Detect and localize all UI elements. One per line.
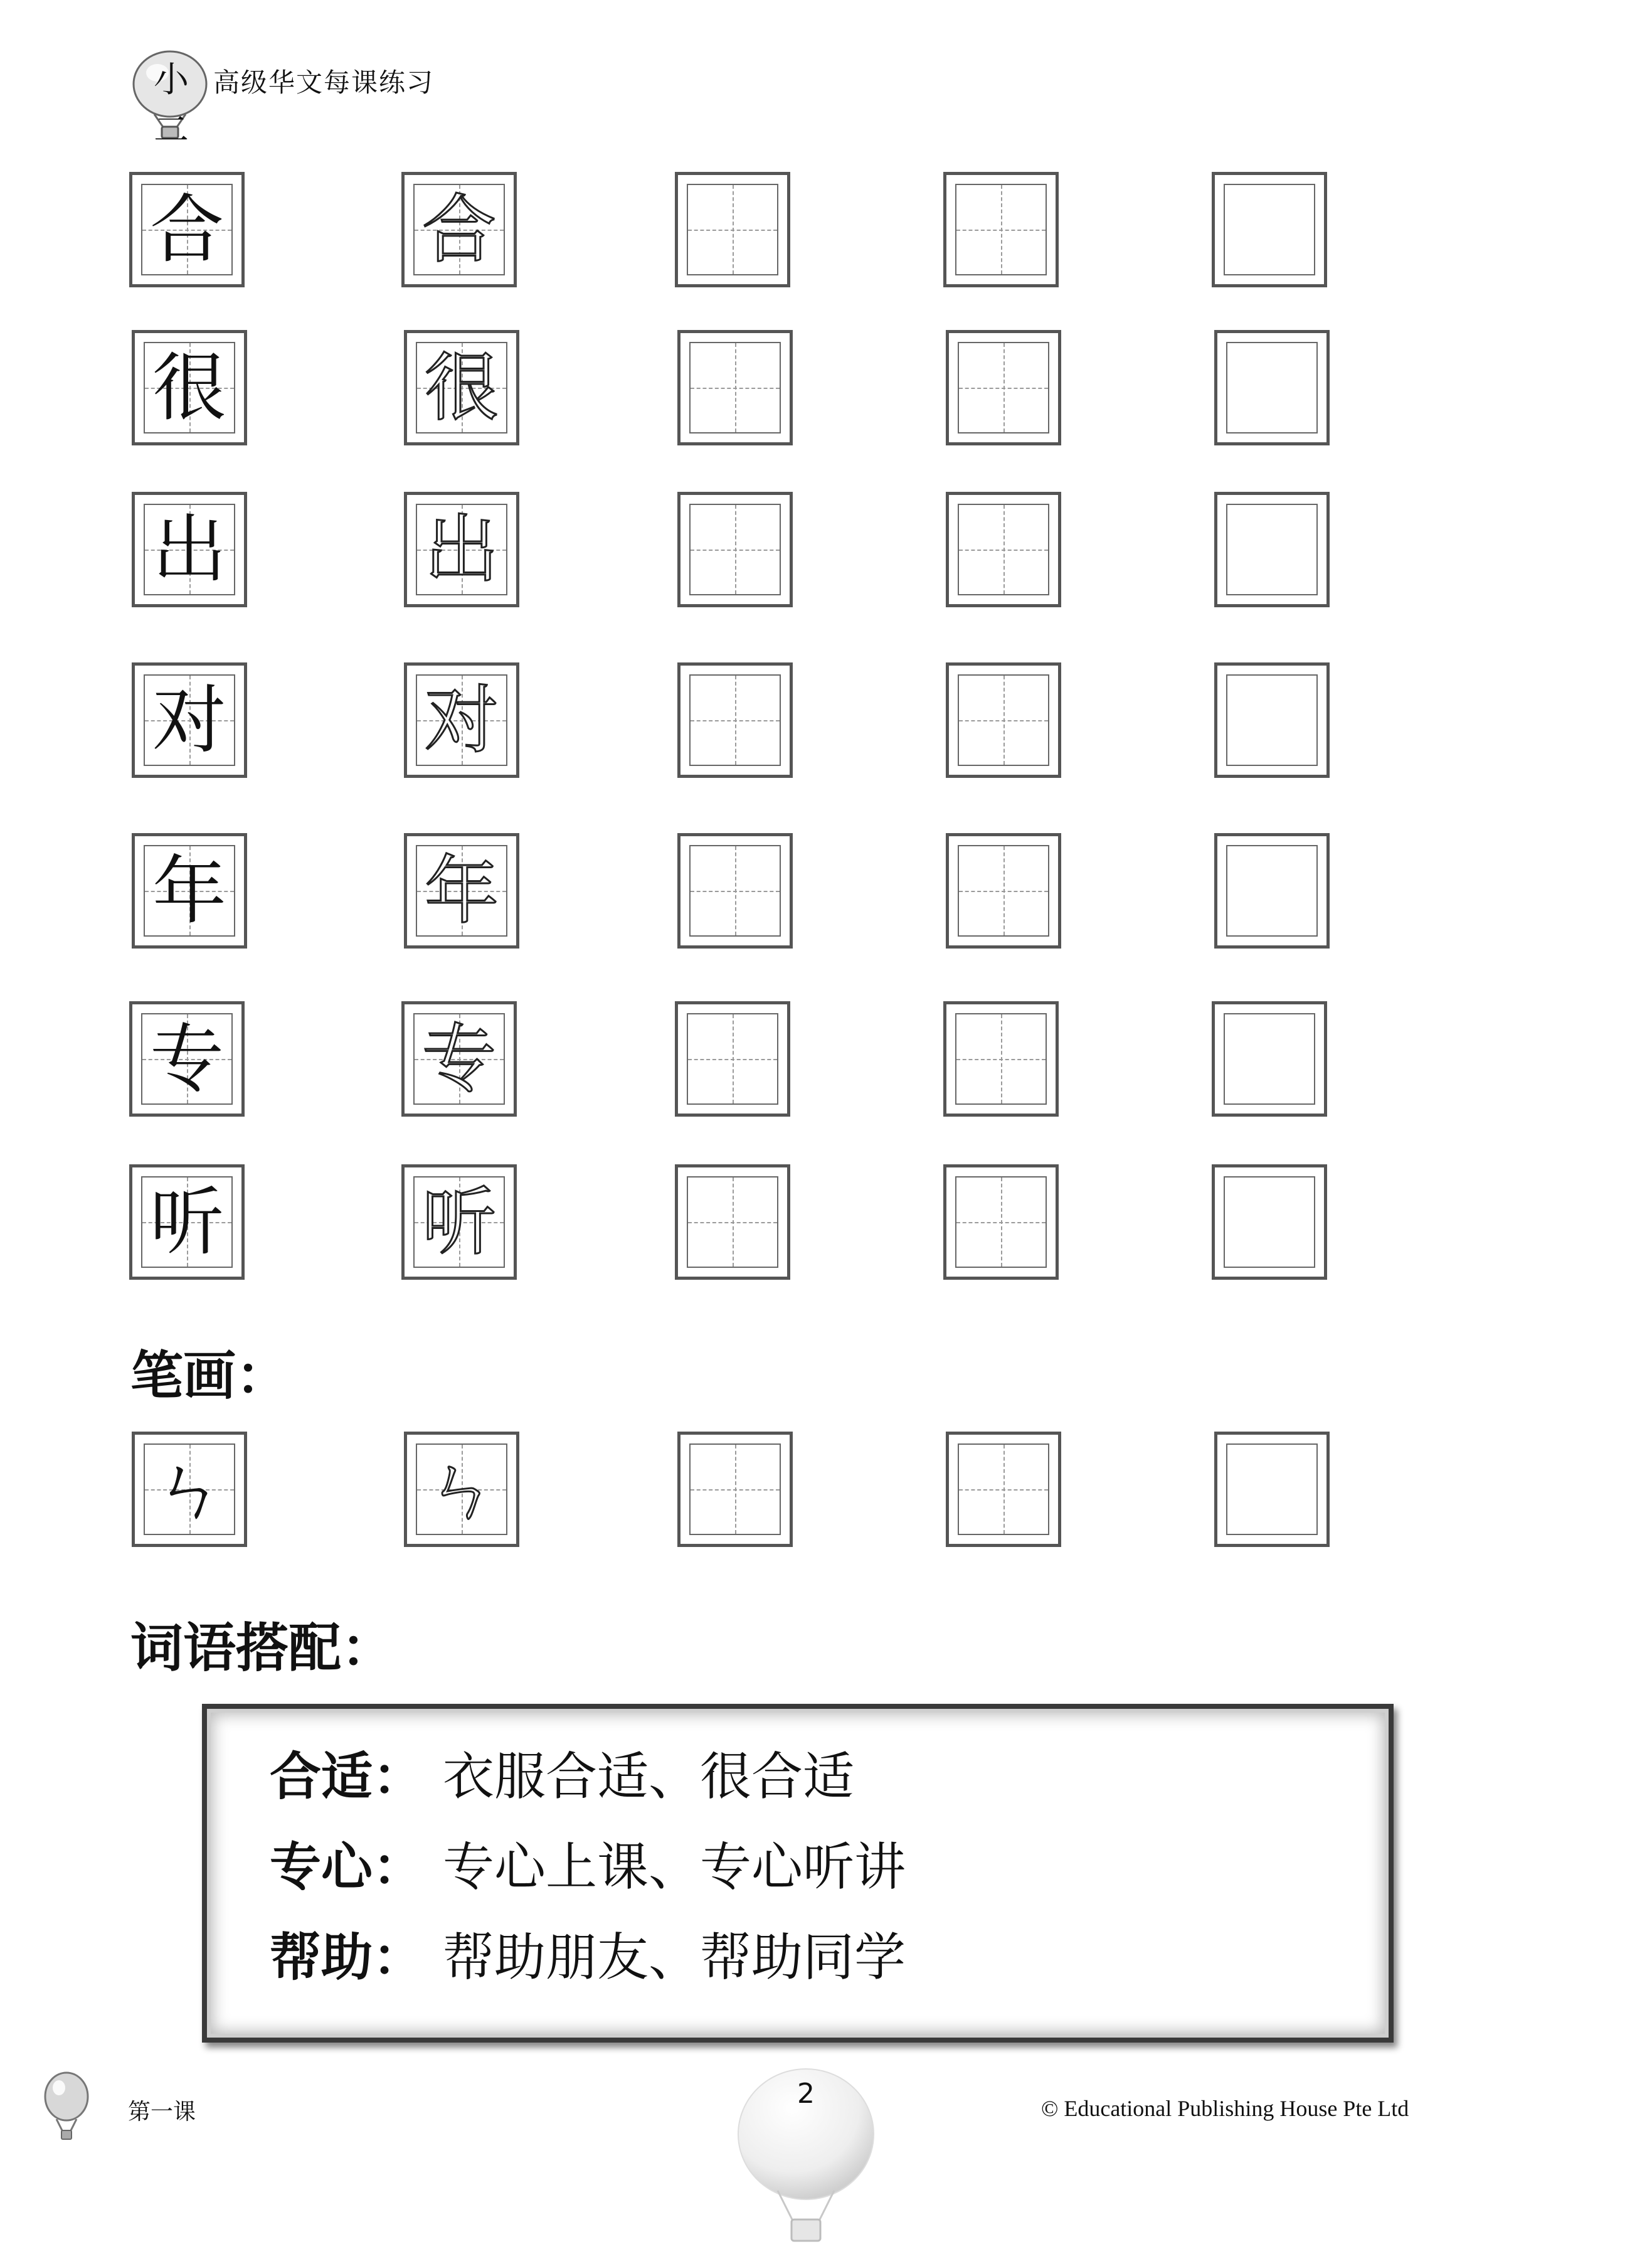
copyright-text: © Educational Publishing House Pte Ltd <box>1041 2096 1409 2121</box>
practice-box-blank[interactable] <box>1214 833 1330 949</box>
practice-box-grid[interactable] <box>677 330 793 445</box>
trace-character-box <box>401 1001 517 1117</box>
word-term: 合适 <box>270 1747 373 1807</box>
practice-box-grid[interactable] <box>946 833 1061 949</box>
trace-character: 很 <box>424 344 499 431</box>
trace-character: 合 <box>421 186 496 273</box>
model-character-box <box>129 1001 245 1117</box>
model-character: 出 <box>152 506 226 593</box>
practice-box-grid[interactable] <box>943 1001 1059 1117</box>
trace-character-box <box>404 330 519 445</box>
model-stroke: ㄣ <box>152 1446 226 1533</box>
model-character: 听 <box>149 1179 224 1265</box>
model-character-box <box>132 662 247 778</box>
trace-character-box <box>401 1164 517 1280</box>
balloon-icon <box>41 2070 92 2152</box>
model-character-box <box>132 833 247 949</box>
word-pairing-heading: 词语搭配： <box>130 1617 394 1679</box>
word-examples: 帮助朋友、帮助同学 <box>443 1928 906 1987</box>
practice-box-grid[interactable] <box>677 1432 793 1547</box>
level-label: 小二 <box>154 60 189 151</box>
practice-box-blank[interactable] <box>1214 492 1330 607</box>
model-character: 合 <box>149 186 224 273</box>
practice-box-grid[interactable] <box>946 1432 1061 1547</box>
practice-box-grid[interactable] <box>675 1164 790 1280</box>
practice-box-grid[interactable] <box>677 833 793 949</box>
trace-character-box <box>404 833 519 949</box>
practice-box-grid[interactable] <box>675 1001 790 1117</box>
practice-box-grid[interactable] <box>677 662 793 778</box>
trace-stroke-box <box>404 1432 519 1547</box>
model-character: 很 <box>152 344 226 431</box>
lesson-label: 第一课 <box>128 2099 196 2125</box>
model-character: 对 <box>152 677 226 763</box>
practice-box-blank[interactable] <box>1212 1001 1327 1117</box>
model-stroke-box <box>132 1432 247 1547</box>
practice-box-grid[interactable] <box>677 492 793 607</box>
trace-character-box <box>401 172 517 287</box>
trace-character: 专 <box>421 1016 496 1102</box>
word-term: 专心 <box>270 1837 373 1897</box>
book-title: 高级华文每课练习 <box>213 67 435 98</box>
practice-box-blank[interactable] <box>1212 172 1327 287</box>
word-term: 帮助 <box>270 1928 373 1987</box>
model-character: 年 <box>152 848 226 934</box>
word-examples: 衣服合适、很合适 <box>443 1747 855 1807</box>
word-pairing-row <box>270 1833 906 1902</box>
word-pairing-box <box>202 1704 1394 2043</box>
word-pairing-row <box>270 1743 854 1812</box>
word-examples: 专心上课、专心听讲 <box>443 1837 906 1897</box>
trace-character-box <box>404 662 519 778</box>
practice-box-grid[interactable] <box>946 662 1061 778</box>
practice-box-blank[interactable] <box>1214 330 1330 445</box>
strokes-heading: 笔画： <box>130 1345 289 1406</box>
trace-stroke: ㄣ <box>424 1446 499 1533</box>
trace-character-box <box>404 492 519 607</box>
term-colon: ： <box>373 1837 425 1897</box>
trace-character: 年 <box>424 848 499 934</box>
model-character-box <box>132 330 247 445</box>
term-colon: ： <box>373 1928 425 1987</box>
practice-box-grid[interactable] <box>675 172 790 287</box>
trace-character: 对 <box>424 677 499 763</box>
practice-box-grid[interactable] <box>946 330 1061 445</box>
practice-box-grid[interactable] <box>943 1164 1059 1280</box>
word-pairing-row <box>270 1923 906 1992</box>
trace-character: 出 <box>424 506 499 593</box>
trace-character: 听 <box>421 1179 496 1265</box>
model-character-box <box>129 172 245 287</box>
practice-box-blank[interactable] <box>1214 662 1330 778</box>
practice-box-blank[interactable] <box>1214 1432 1330 1547</box>
practice-box-blank[interactable] <box>1212 1164 1327 1280</box>
model-character: 专 <box>149 1016 224 1102</box>
page-number: 2 <box>797 2078 815 2110</box>
model-character-box <box>132 492 247 607</box>
practice-box-grid[interactable] <box>943 172 1059 287</box>
model-character-box <box>129 1164 245 1280</box>
term-colon: ： <box>373 1747 425 1807</box>
practice-box-grid[interactable] <box>946 492 1061 607</box>
